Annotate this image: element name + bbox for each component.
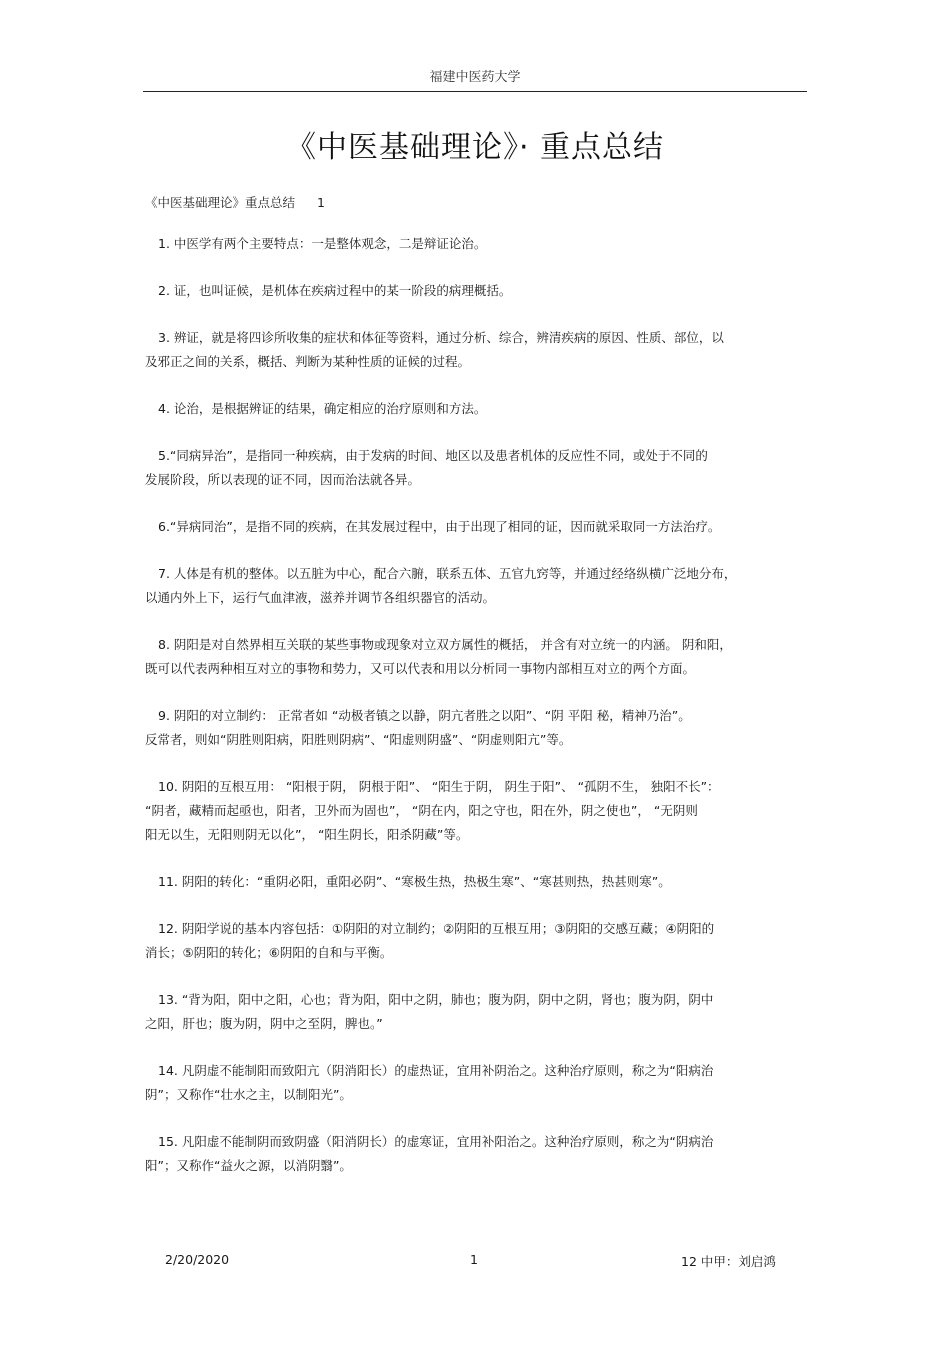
item-line: 2. 证，也叫证候，是机体在疾病过程中的某一阶段的病理概括。 [158,283,512,298]
item-line: 3. 辨证，就是将四诊所收集的症状和体征等资料，通过分析、综合，辨清疾病的原因、性质、部位，以 [158,330,724,345]
item-line-continued: 之阳，肝也；腹为阴，阴中之至阴，脾也。” [145,1016,383,1031]
list-item [145,444,810,492]
list-item [145,279,810,303]
item-line: 4. 论治，是根据辨证的结果，确定相应的治疗原则和方法。 [158,401,487,416]
footer-author: 12 中甲：刘启鸿 [681,1254,776,1269]
list-item [145,633,810,681]
list-item [145,562,810,610]
list-item [145,515,810,539]
list-item [145,870,810,894]
item-line: 7. 人体是有机的整体。以五脏为中心，配合六腑，联系五体、五官九窍等，并通过经络纵横广泛地分布， [158,566,737,581]
footer-date: 2/20/2020 [165,1252,230,1267]
item-line: 11. 阴阳的转化：“重阴必阳，重阳必阴”、“寒极生热，热极生寒”、“寒甚则热，热甚则寒”。 [158,874,671,889]
item-line-continued: 阴”；又称作“壮水之主，以制阳光”。 [145,1087,352,1102]
item-line-continued: 及邪正之间的关系，概括、判断为某种性质的证候的过程。 [145,354,471,369]
item-line-continued: 反常者，则如“阴胜则阳病，阳胜则阴病”、“阳虚则阴盛”、“阴虚则阳亢”等。 [145,732,572,747]
item-line: 15. 凡阳虚不能制阴而致阴盛（阳消阴长）的虚寒证，宜用补阳治之。这种治疗原则，称之为“阴病治 [158,1134,714,1149]
subtitle-text: 《中医基础理论》重点总结 [145,195,296,210]
list-item [145,988,810,1036]
item-line: 5.“同病异治”，是指同一种疾病，由于发病的时间、地区以及患者机体的反应性不同，或处于不同的 [158,448,708,463]
item-line: 14. 凡阴虚不能制阳而致阳亢（阴消阳长）的虚热证，宜用补阴治之。这种治疗原则，称之为“阳病治 [158,1063,714,1078]
item-line-continued: 阳无以生，无阳则阴无以化”， “阳生阴长，阳杀阴藏”等。 [145,827,469,842]
item-line: 13. “背为阳，阳中之阳，心也；背为阳，阳中之阴，肺也；腹为阴，阴中之阴，肾也；腹为阴，阴中 [158,992,714,1007]
item-line-continued: 发展阶段，所以表现的证不同，因而治法就各异。 [145,472,421,487]
item-line: 12. 阴阳学说的基本内容包括：①阴阳的对立制约；②阴阳的互根互用；③阴阳的交感互藏；④阴阳的 [158,921,715,936]
list-item [145,917,810,965]
item-line-continued: “阴者，藏精而起亟也，阳者，卫外而为固也”， “阴在内，阳之守也，阳在外，阴之使也”， “无阴则 [145,803,698,818]
header-rule [143,91,807,92]
key-points-list [145,232,810,1201]
item-line: 9. 阴阳的对立制约： 正常者如 “动极者镇之以静，阴亢者胜之以阳”、“阴 平阳 秘，精神乃治”。 [158,708,691,723]
document-title: 《中医基础理论》· 重点总结 [285,130,665,165]
subtitle-number: 1 [317,195,325,210]
item-line-continued: 以通内外上下，运行气血津液，滋养并调节各组织器官的活动。 [145,590,496,605]
document-subtitle [145,193,325,211]
item-line: 6.“异病同治”，是指不同的疾病，在其发展过程中，由于出现了相同的证，因而就采取同一方法治疗。 [158,519,721,534]
page-header: 福建中医药大学 [429,70,521,85]
footer-page-number: 1 [470,1252,478,1267]
list-item [145,775,810,847]
list-item [145,397,810,421]
item-line: 10. 阴阳的互根互用： “阳根于阴， 阴根于阳”、 “阳生于阴， 阴生于阳”、 “孤阴不生， 独阳不长”： [158,779,720,794]
item-line-continued: 阳”；又称作“益火之源，以消阴翳”。 [145,1158,352,1173]
list-item [145,704,810,752]
item-line-continued: 既可以代表两种相互对立的事物和势力，又可以代表和用以分析同一事物内部相互对立的两个方面。 [145,661,696,676]
item-line: 8. 阴阳是对自然界相互关联的某些事物或现象对立双方属性的概括， 并含有对立统一的内涵。 阴和阳， [158,637,732,652]
list-item [145,232,810,256]
item-line: 1. 中医学有两个主要特点：一是整体观念，二是辩证论治。 [158,236,487,251]
item-line-continued: 消长；⑤阴阳的转化；⑥阴阳的自和与平衡。 [145,945,393,960]
list-item [145,1130,810,1178]
list-item [145,326,810,374]
list-item [145,1059,810,1107]
